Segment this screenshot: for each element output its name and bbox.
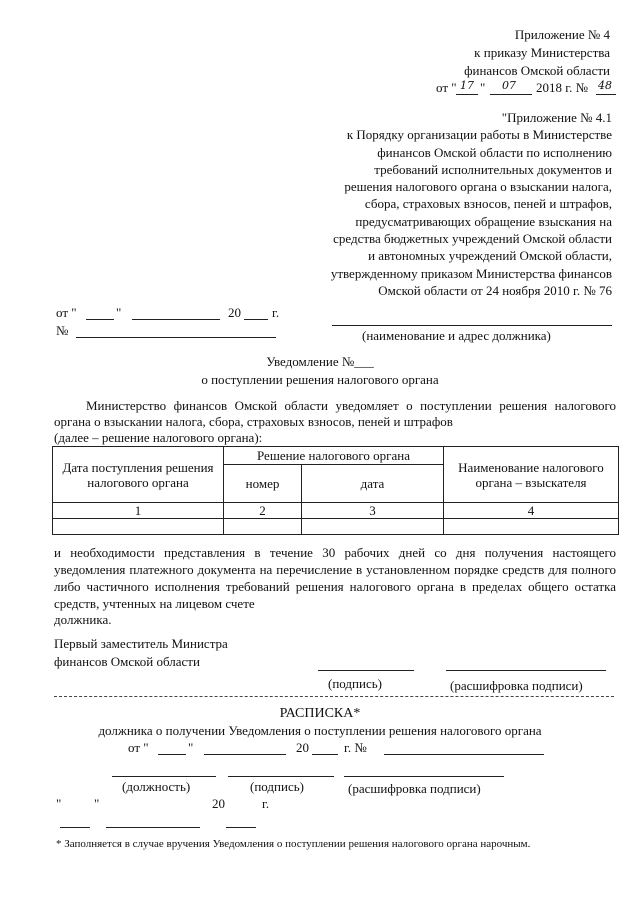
notice-title: Уведомление №___	[266, 354, 374, 369]
body-text: и необходимости представления в течение 30 рабочих дней со дня получения настоящего уведомления платежного документа на перечисление в установленном порядке средств для полного либо частичного исполнения требований решения налогового органа в пределах общего остатка средств, учтенных на лицевом счете	[54, 545, 616, 611]
appendix4-line1: Приложение № 4	[514, 27, 610, 42]
receipt-sign-label: (подпись)	[250, 779, 304, 794]
intro-paragraph	[54, 398, 616, 430]
receipt-bottom-q2: "	[94, 796, 100, 811]
receipt-year-suffix: г. №	[344, 740, 367, 755]
appendix4-date-prefix: от "	[436, 80, 457, 95]
appendix4-mid: "	[480, 80, 486, 95]
table-cell	[53, 519, 224, 535]
appendix41-line: Омской области от 24 ноября 2010 г. № 76	[378, 282, 612, 298]
signer-sign-label: (подпись)	[328, 676, 382, 691]
appendix4-month: 07	[502, 79, 516, 92]
notice-date-from: от "	[56, 305, 77, 320]
debtor-label: (наименование и адрес должника)	[362, 328, 551, 343]
signer-decode-label: (расшифровка подписи)	[450, 678, 583, 693]
notice-subtitle: о поступлении решения налогового органа	[201, 372, 439, 387]
appendix41-line: и автономных учреждений Омской области,	[368, 248, 612, 264]
column-number-cell: 1	[53, 503, 224, 519]
notice-date-year-prefix: 20	[228, 305, 241, 320]
header-receipt-date: Дата поступления решения налогового органа	[53, 447, 224, 503]
header-decision-group: Решение налогового органа	[224, 447, 444, 465]
column-number-cell: 2	[224, 503, 302, 519]
receipt-year-prefix: 20	[296, 740, 309, 755]
receipt-bottom-year: 20	[212, 796, 225, 811]
receipt-position-line	[112, 776, 216, 777]
appendix4-number: 48	[598, 79, 612, 92]
table-cell	[224, 519, 302, 535]
appendix41-line: предусматривающих обращение взыскания на	[355, 213, 612, 229]
receipt-decode-line	[344, 776, 504, 777]
appendix4-line3: финансов Омской области	[464, 63, 610, 78]
receipt-sign-line	[228, 776, 334, 777]
table-cell	[302, 519, 444, 535]
header-collector-name: Наименование налогового органа – взыскателя	[444, 447, 619, 503]
notice-number-field	[56, 323, 296, 341]
appendix41-line: финансов Омской области по исполнению	[377, 144, 612, 160]
receipt-position-label: (должность)	[122, 779, 191, 794]
appendix4-date-line	[436, 80, 616, 98]
receipt-date-from: от "	[128, 740, 149, 755]
notice-date-quote: "	[116, 305, 122, 320]
signer-line2: финансов Омской области	[54, 654, 200, 669]
appendix41-line: утвержденному приказом Министерства финансов	[330, 265, 612, 281]
appendix41-line: сбора, страховых взносов, пеней и штрафов,	[364, 196, 612, 212]
appendix41-line: к Порядку организации работы в Министерстве	[346, 127, 612, 143]
receipt-title: РАСПИСКА*	[279, 706, 361, 721]
decision-table	[52, 446, 619, 535]
appendix41-line: требований исполнительных документов и	[374, 161, 612, 177]
body-last-line: должника.	[54, 612, 112, 627]
receipt-bottom-q1: "	[56, 796, 62, 811]
signer-decode-line	[446, 670, 606, 671]
receipt-decode-label: (расшифровка подписи)	[348, 781, 481, 796]
receipt-subtitle: должника о получении Уведомления о поступлении решения налогового органа	[98, 723, 542, 738]
notice-date-field	[56, 305, 296, 323]
body-paragraph	[54, 544, 616, 612]
notice-date-year-suffix: г.	[272, 305, 280, 320]
intro-last-line: (далее – решение налогового органа):	[54, 430, 263, 445]
signer-sign-line	[318, 670, 414, 671]
receipt-date-quote: "	[188, 740, 194, 755]
signer-line1: Первый заместитель Министра	[54, 636, 228, 651]
appendix4-day: 17	[460, 79, 474, 92]
appendix4-year: 2018 г. №	[536, 80, 589, 95]
column-number-cell: 3	[302, 503, 444, 519]
receipt-date-line	[128, 740, 548, 758]
table-cell	[444, 519, 619, 535]
appendix41-line: средства бюджетных учреждений Омской области	[333, 231, 612, 247]
debtor-line	[332, 325, 612, 326]
intro-text: Министерство финансов Омской области уведомляет о поступлении решения налогового органа о взыскании налога, сбора, страховых взносов, пеней и штрафов	[54, 398, 616, 429]
footnote: * Заполняется в случае вручения Уведомления о поступлении решения налогового органа нарочным.	[56, 838, 531, 850]
header-date: дата	[302, 465, 444, 503]
appendix4-line2: к приказу Министерства	[474, 45, 610, 60]
header-number: номер	[224, 465, 302, 503]
appendix41-line: "Приложение № 4.1	[501, 110, 612, 125]
table-row	[53, 519, 619, 535]
column-number-cell: 4	[444, 503, 619, 519]
notice-number-label: №	[56, 323, 69, 338]
receipt-bottom-g: г.	[262, 796, 270, 811]
appendix41-line: решения налогового органа о взыскании налога,	[344, 179, 612, 195]
appendix41-block	[331, 109, 612, 299]
receipt-bottom-date	[56, 796, 296, 830]
cut-line	[54, 696, 614, 697]
